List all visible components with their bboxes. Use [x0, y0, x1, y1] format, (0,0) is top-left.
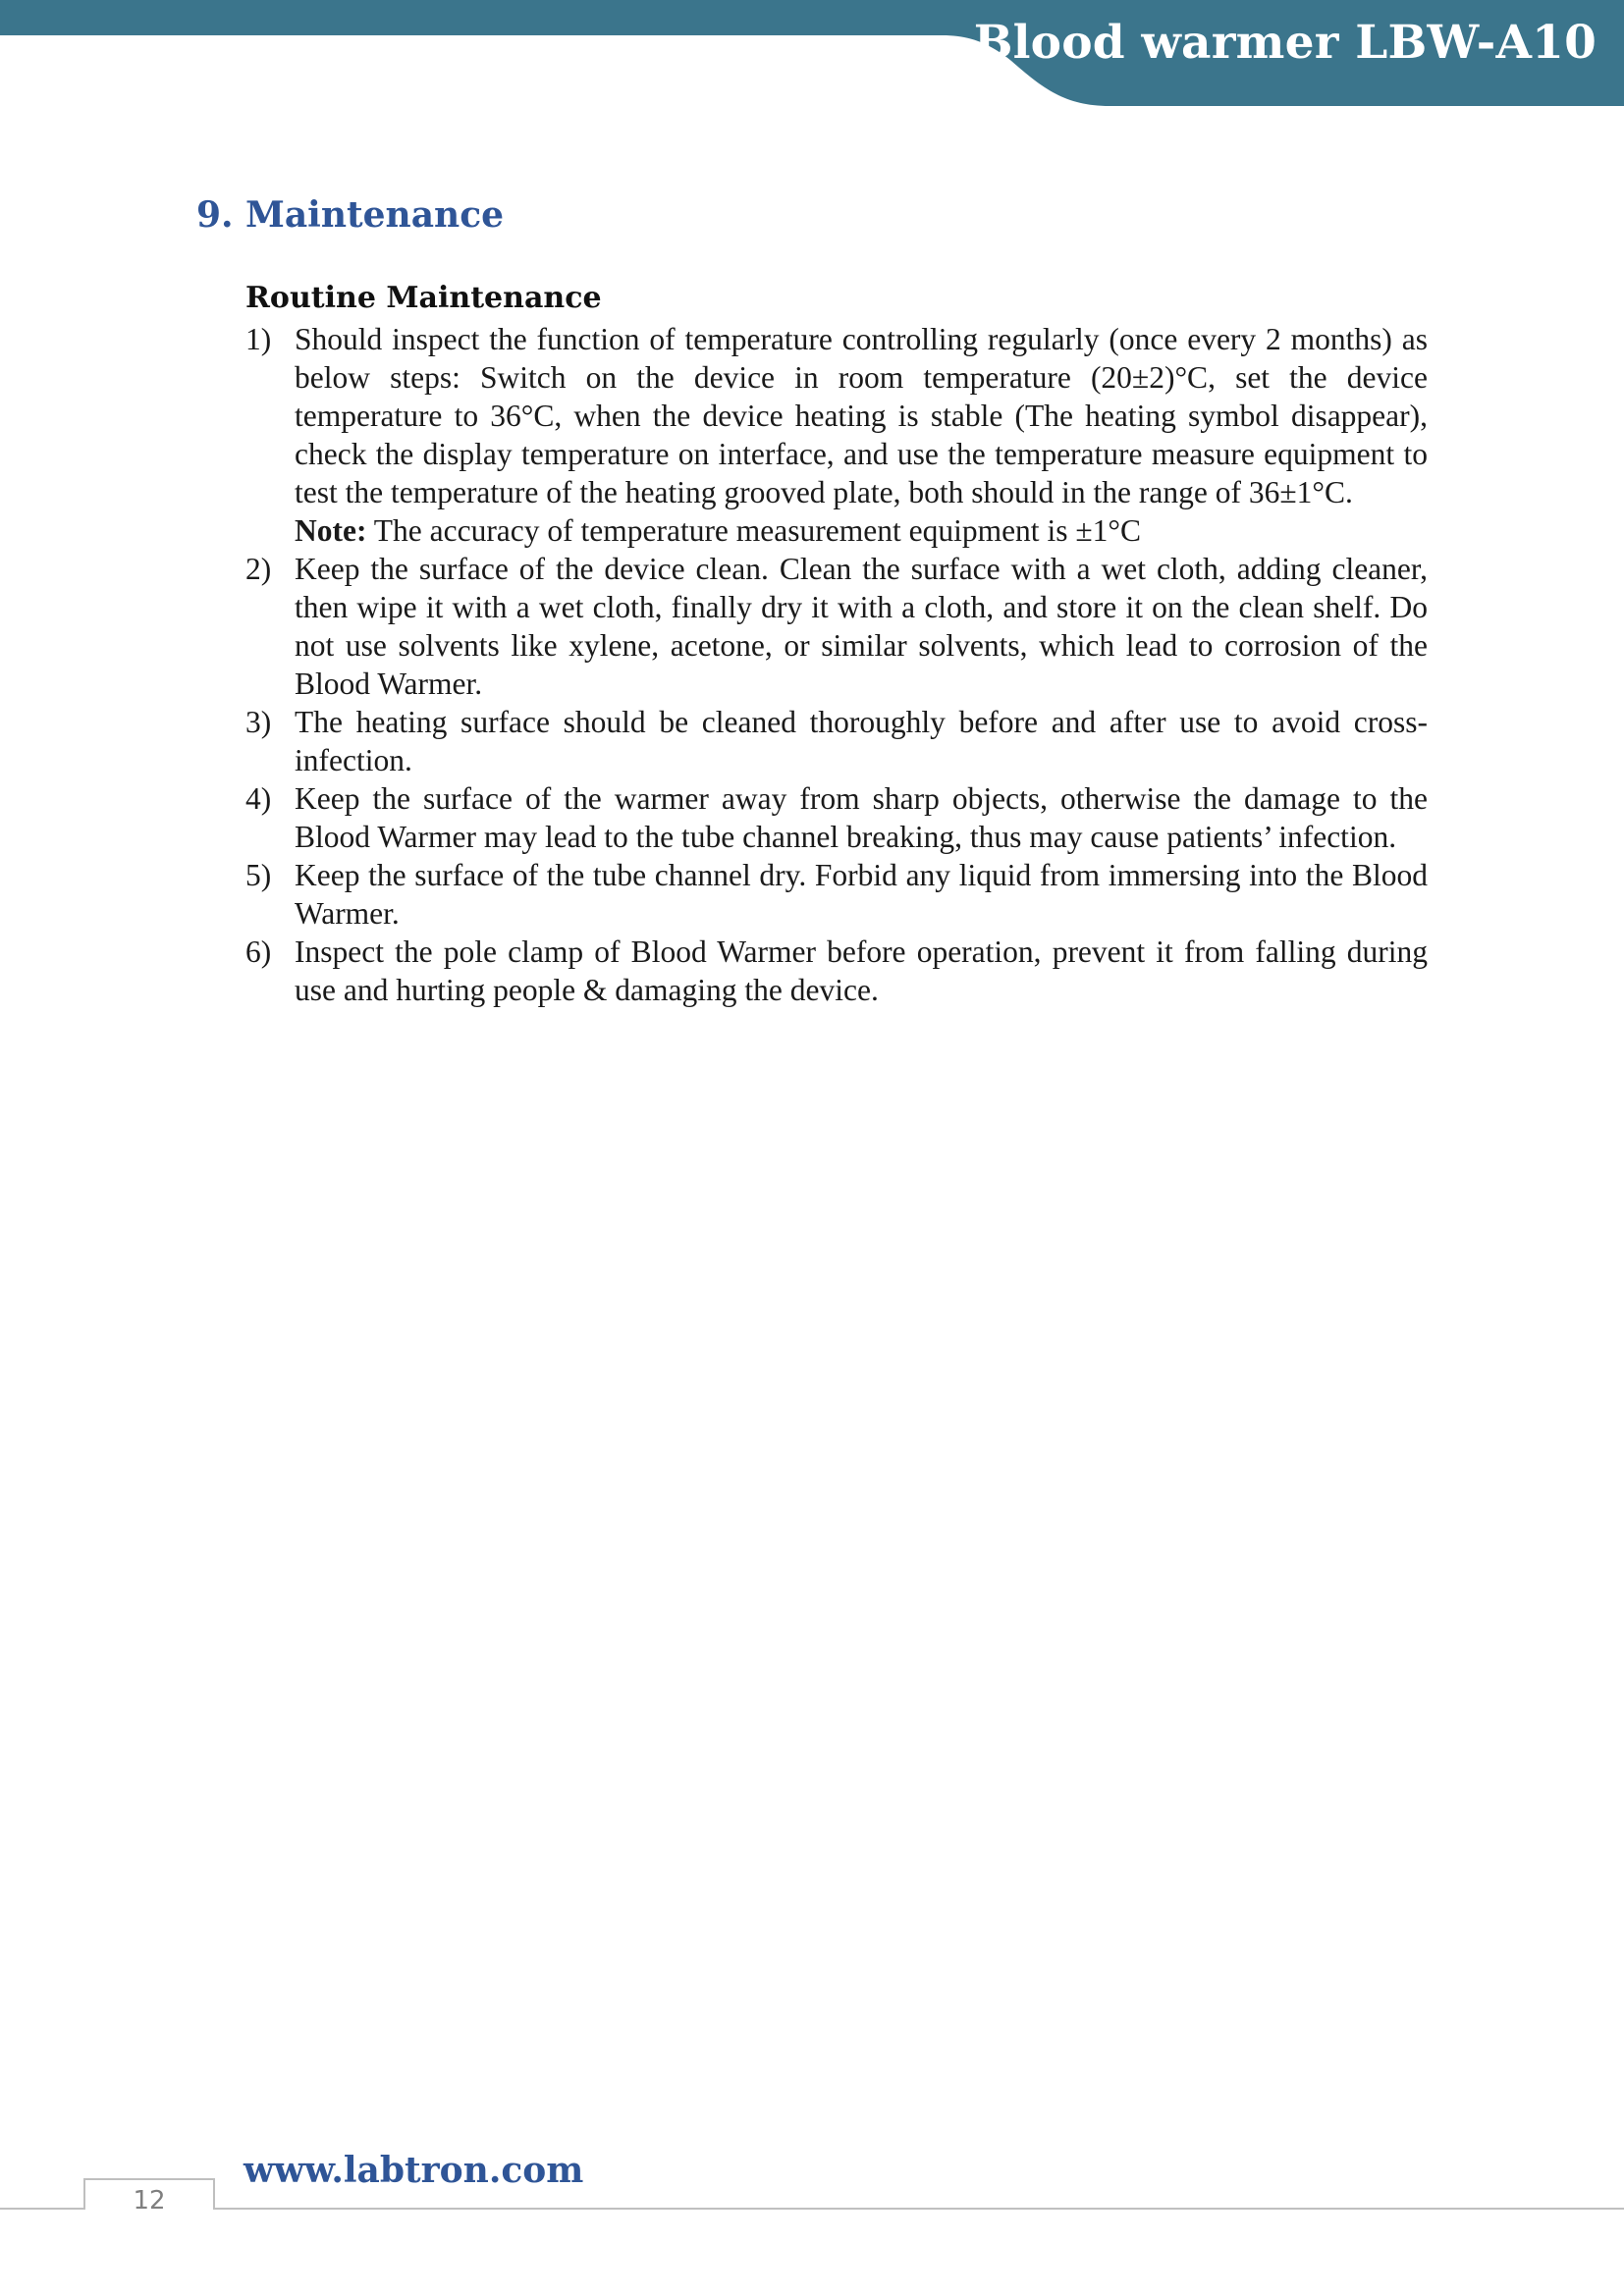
list-item-text: Keep the surface of the warmer away from sharp objects, otherwise the damage to the Blood Warmer may lead to the tube channel breaking, thus may cause patients’ infection.	[295, 781, 1428, 854]
note-text: The accuracy of temperature measurement equipment is ±1°C	[366, 513, 1141, 548]
list-item	[245, 703, 1428, 779]
list-marker: 3)	[245, 705, 272, 739]
note-label: Note:	[295, 513, 367, 548]
list-item-text: Keep the surface of the tube channel dry. Forbid any liquid from immersing into the Blood Warmer.	[295, 858, 1428, 931]
maintenance-steps	[245, 320, 1428, 1009]
section-title: Maintenance	[245, 194, 505, 236]
list-marker: 1)	[245, 322, 272, 356]
list-marker: 4)	[245, 781, 272, 816]
list-marker: 5)	[245, 858, 272, 892]
list-item	[245, 933, 1428, 1009]
list-item-text: Should inspect the function of temperature controlling regularly (once every 2 months) as below steps: Switch on the device in room temperature (20±2)°C, set the device temperature to 36°C, when the device heating is stable (The heating symbol disappear), check the display temperature on interface, and use the temperature measure equipment to test the temperature of the heating grooved plate, both should in the range of 36±1°C.	[295, 322, 1428, 509]
note-line	[295, 511, 1428, 550]
list-item	[245, 320, 1428, 550]
subsection-heading: Routine Maintenance	[245, 281, 602, 315]
section-number: 9.	[196, 194, 234, 236]
list-item	[245, 856, 1428, 933]
list-item-text: Keep the surface of the device clean. Clean the surface with a wet cloth, adding cleaner, then wipe it with a wet cloth, finally dry it with a cloth, and store it on the clean shelf. Do not use solvents like xylene, acetone, or similar solvents, which lead to corrosion of the Blood Warmer.	[295, 552, 1428, 701]
list-item-text: The heating surface should be cleaned thoroughly before and after use to avoid cross-infection.	[295, 705, 1428, 777]
list-item	[245, 779, 1428, 856]
document-title: Blood warmer LBW-A10	[973, 16, 1597, 70]
footer-website-link[interactable]: www.labtron.com	[244, 2150, 584, 2191]
list-marker: 2)	[245, 552, 272, 586]
section-heading	[196, 194, 504, 236]
list-item	[245, 550, 1428, 703]
list-marker: 6)	[245, 934, 272, 969]
list-item-text: Inspect the pole clamp of Blood Warmer before operation, prevent it from falling during use and hurting people & damaging the device.	[295, 934, 1428, 1007]
maintenance-content	[245, 320, 1428, 1009]
page-number: 12	[133, 2186, 166, 2216]
